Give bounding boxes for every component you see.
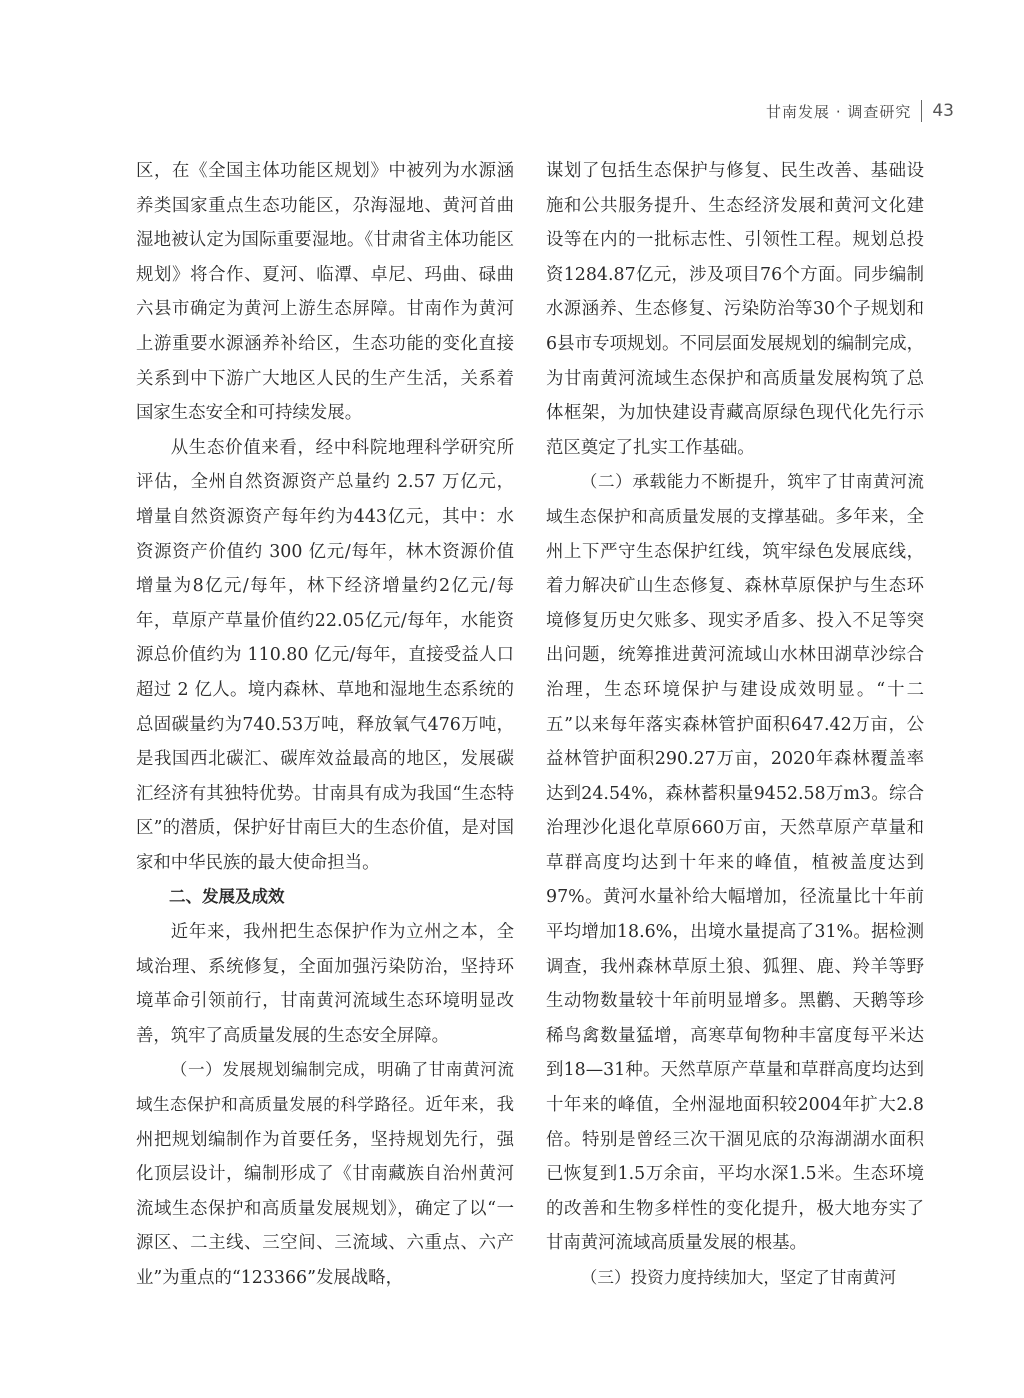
header-divider bbox=[921, 100, 922, 122]
paragraph-body: 近年来，我州把规划编制作为首要任务，坚持规划先行，强化顶层设计，编制形成了《甘南藏族自治州黄河流域生态保护和高质量发展规划》，确定了以“一源区、二主线、三空间、三流域、六重点、六产业”为重点的“123366”发展战略， bbox=[136, 1095, 514, 1288]
page-number: 43 bbox=[932, 101, 954, 121]
paragraph-intro: 近年来，我州把生态保护作为立州之本，全域治理、系统修复，全面加强污染防治，坚持环境革命引领前行，甘南黄河流域生态环境明显改善，筑牢了高质量发展的生态安全屏障。 bbox=[136, 922, 514, 1046]
left-column bbox=[136, 154, 514, 1296]
paragraph-lead: （一）发展规划编制完成，明确了甘南黄河流域生态保护和高质量发展的科学路径。 bbox=[136, 1060, 514, 1115]
running-header bbox=[766, 100, 954, 122]
paragraph-ecological-value: 从生态价值来看，经中科院地理科学研究所评估，全州自然资源资产总量约 2.57 万亿元，增量自然资源资产每年约为443亿元，其中：水资源资产价值约 300 亿元/每年，林木资源价值增量为8亿元/每年，林下经济增量约2亿元/每年，草原产草量价值约22.05亿元/每年，水能资源总价值约为 110.80 亿元/每年，直接受益人口超过 2 亿人。境内森林、草地和湿地生态系统的总固碳量约为740.53万吨，释放氧气476万吨，是我国西北碳汇、碳库效益最高的地区，发展碳汇经济有其独特优势。甘南具有成为我国“生态特区”的潜质，保护好甘南巨大的生态价值，是对国家和中华民族的最大使命担当。 bbox=[136, 437, 514, 873]
paragraph-planning bbox=[136, 1053, 514, 1295]
paragraph-lead: （二）承载能力不断提升，筑牢了甘南黄河流域生态保护和高质量发展的支撑基础。 bbox=[546, 472, 924, 526]
paragraph-body: 多年来，全州上下严守生态保护红线，筑牢绿色发展底线，着力解决矿山生态修复、森林草原保护与生态环境修复历史欠账多、现实矛盾多、投入不足等突出问题，统筹推进黄河流域山水林田湖草沙综合治理，生态环境保护与建设成效明显。“十二五”以来每年落实森林管护面积647.42万亩，公益林管护面积290.27万亩，2020年森林覆盖率达到24.54%，森林蓄积量9452.58万m3。综合治理沙化退化草原660万亩，天然草原产草量和草群高度均达到十年来的峰值，植被盖度达到97%。黄河水量补给大幅增加，径流量比十年前平均增加18.6%，出境水量提高了31%。据检测调查，我州森林草原土狼、狐狸、鹿、羚羊等野生动物数量较十年前明显增多。黑鹳、天鹅等珍稀鸟禽数量猛增，高寒草甸物种丰富度每平米达到18—31种。天然草原产草量和草群高度均达到十年来的峰值，全州湿地面积较2004年扩大2.8倍。特别是曾经三次干涸见底的尕海湖湖水面积已恢复到1.5万余亩，平均水深1.5米。生态环境的改善和生物多样性的变化提升，极大地夯实了甘南黄河流域高质量发展的根基。 bbox=[546, 506, 925, 1254]
paragraph-continuation: 区，在《全国主体功能区规划》中被列为水源涵养类国家重点生态功能区，尕海湿地、黄河首曲湿地被认定为国际重要湿地。《甘肃省主体功能区规划》将合作、夏河、临潭、卓尼、玛曲、碌曲六县市确定为黄河上游生态屏障。甘南作为黄河上游重要水源涵养补给区，生态功能的变化直接关系到中下游广大地区人民的生产生活，关系着国家生态安全和可持续发展。 bbox=[136, 161, 514, 424]
paragraph-capacity bbox=[546, 465, 924, 1261]
right-column bbox=[546, 154, 924, 1296]
journal-section-title: 甘南发展 · 调查研究 bbox=[766, 102, 912, 121]
paragraph-investment bbox=[546, 1261, 924, 1296]
paragraph-continuation: 谋划了包括生态保护与修复、民生改善、基础设施和公共服务提升、生态经济发展和黄河文化建设等在内的一批标志性、引领性工程。规划总投资1284.87亿元，涉及项目76个方面。同步编制水源涵养、生态修复、污染防治等30个子规划和6县市专项规划。不同层面发展规划的编制完成，为甘南黄河流域生态保护和高质量发展构筑了总体框架，为加快建设青藏高原绿色现代化先行示范区奠定了扎实工作基础。 bbox=[546, 161, 924, 458]
paragraph-lead: （三）投资力度持续加大，坚定了甘南黄河 bbox=[580, 1268, 897, 1287]
section-heading: 二、发展及成效 bbox=[169, 887, 285, 907]
